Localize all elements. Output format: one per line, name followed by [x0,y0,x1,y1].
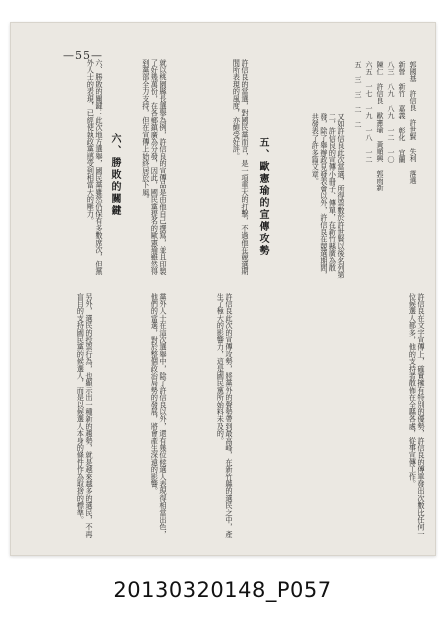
table-column: 新營 新竹 嘉義 彰化 宜蘭 [398,61,406,163]
paragraph: 另外，選民的投票行為，也顯示出一種新的趨勢，就是越來越多的選民，不再盲目的支持國民黨的候選人，而是以候選人本身的條件作為取捨的標準。 [76,293,94,538]
image-caption: 20130320148_P057 [113,578,332,602]
paragraph: 許信良此次的宣傳攻勢，將黨外的聲勢帶到最高峰，在新竹縣的選民之中，產生了極大的影響力，這是國民黨所始料未及的。 [216,293,234,538]
election-data-table [351,61,417,211]
section-6-heading: 六、勝敗的關鍵 [109,133,120,217]
paragraph: 許信良的當選，對國民黨而言，是一項重大的打擊，不過他在競選期間所表現的風度，亦頗受好評。 [232,59,250,275]
table-column: 陳仁 許信良 歐憲瑜 黃順興 郭雨新 [376,61,384,191]
paragraph: 黨外人士在這次選舉中，除了許信良以外，還有幾位候選人表現得相當出色，他們的當選，對於整個政治局勢的發展，將會產生深遠的影響。 [150,293,168,538]
page-number: —55— [63,49,103,62]
paragraph: 許信良在文字宣傳上，確實擁有特別的優勢，許信良的傳單發出次數比任何一位候選人都多，他的支持者散佈在全縣各處，從事宣傳工作。 [408,293,426,538]
table-column: 六五 一七 一九 一八 一二 [365,61,373,163]
paragraph: 就以桃園縣長選舉為例，許信良的宣傳品是由他自己撰寫，並且印製了好幾萬份，在各鄉鎮廣為分發，因此，國民黨提名的歐憲瑜雖然得到黨部全力支持，但在宣傳上始終居於下風。 [141,59,168,275]
document-page [10,22,436,556]
section-5-heading: 五、歐憲瑜的宣傳攻勢 [257,137,268,257]
table-column: 五 三 三 二 二 [354,61,362,128]
table-column: 郭國基 許信良 許世賢 失利 落選 [409,61,417,184]
paragraph: 六、勝敗的關鍵：此次地方選舉，國民黨雖然仍保有多數席次，但黨外人士的表現，已經使執政黨感受到相當大的壓力。 [86,59,104,275]
paragraph: 又如許信良此次當選，所得票數於許世賢以後名列第二，許信良的宣傳小冊子、傳單，在新竹縣廣為散發，除了舉辦政見發表會以外，許信良在競選期間，共發表了許多篇文章。 [311,113,346,279]
table-column: 八三 八九 八九 一二 一〇 [387,61,395,163]
